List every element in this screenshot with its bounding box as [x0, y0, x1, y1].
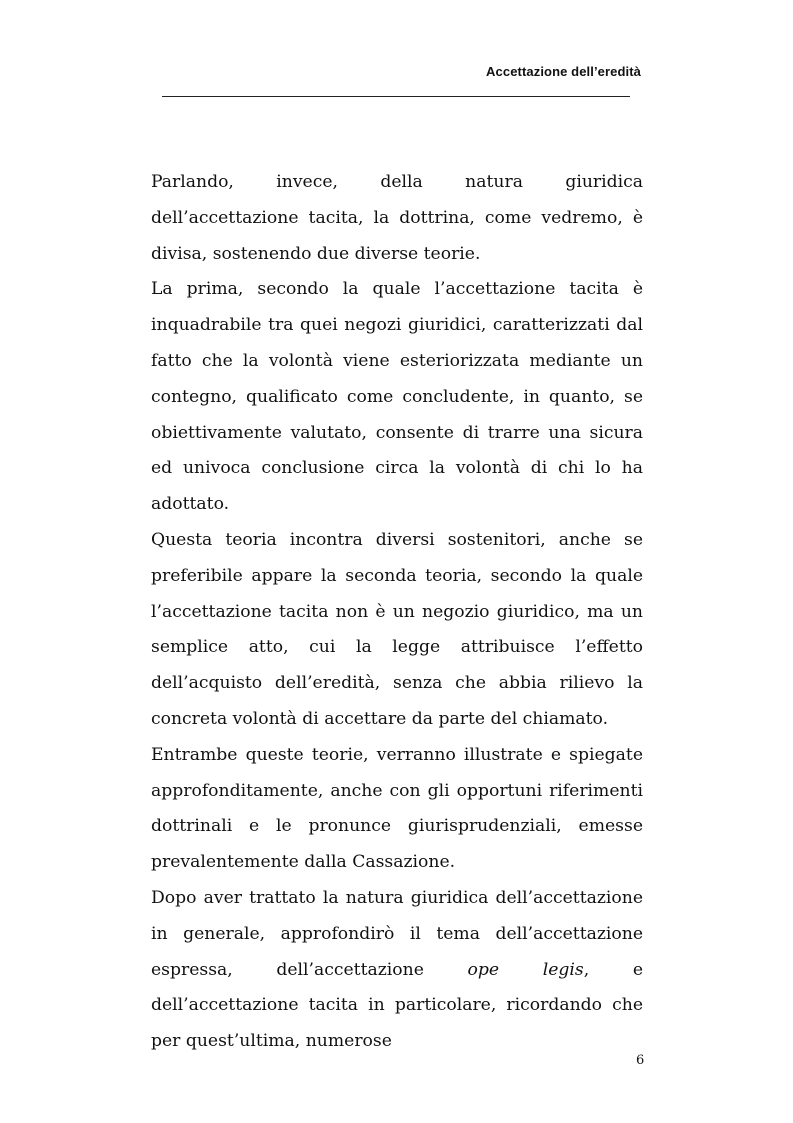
paragraph-5-text-b: , e dell’accettazione tacita in particolare, ricordando che per quest’ultima, numerose	[151, 959, 643, 1052]
page-number: 6	[636, 1053, 645, 1068]
paragraph-2: La prima, secondo la quale l’accettazione tacita è inquadrabile tra quei negozi giuridici, caratterizzati dal fatto che la volontà viene esteriorizzata mediante un contegno, qualificato come concludente, in quanto, se obiettivamente valutato, consente di trarre una sicura ed univoca conclusione circa la volontà di chi lo ha adottato.	[151, 279, 643, 515]
paragraph-5	[151, 881, 643, 1060]
paragraph-5-text-a: Dopo aver trattato la natura giuridica dell’accettazione in generale, approfondirò il tema dell’accettazione espressa, dell’accettazione	[151, 887, 643, 980]
paragraph-4: Entrambe queste teorie, verranno illustrate e spiegate approfonditamente, anche con gli opportuni riferimenti dottrinali e le pronunce giurisprudenziali, emesse prevalentemente dalla Cassazione.	[151, 744, 643, 873]
main-text	[151, 165, 643, 1060]
running-header-title: Accettazione dell’eredità	[486, 64, 641, 79]
header-divider	[162, 96, 630, 97]
italic-term: ope legis	[467, 959, 584, 980]
paragraph-3: Questa teoria incontra diversi sostenitori, anche se preferibile appare la seconda teoria, secondo la quale l’accettazione tacita non è un negozio giuridico, ma un semplice atto, cui la legge attribuisce l’effetto dell’acquisto dell’eredità, senza che abbia rilievo la concreta volontà di accettare da parte del chiamato.	[151, 529, 643, 729]
paragraph-1: Parlando, invece, della natura giuridica dell’accettazione tacita, la dottrina, come vedremo, è divisa, sostenendo due diverse teorie.	[151, 172, 643, 264]
